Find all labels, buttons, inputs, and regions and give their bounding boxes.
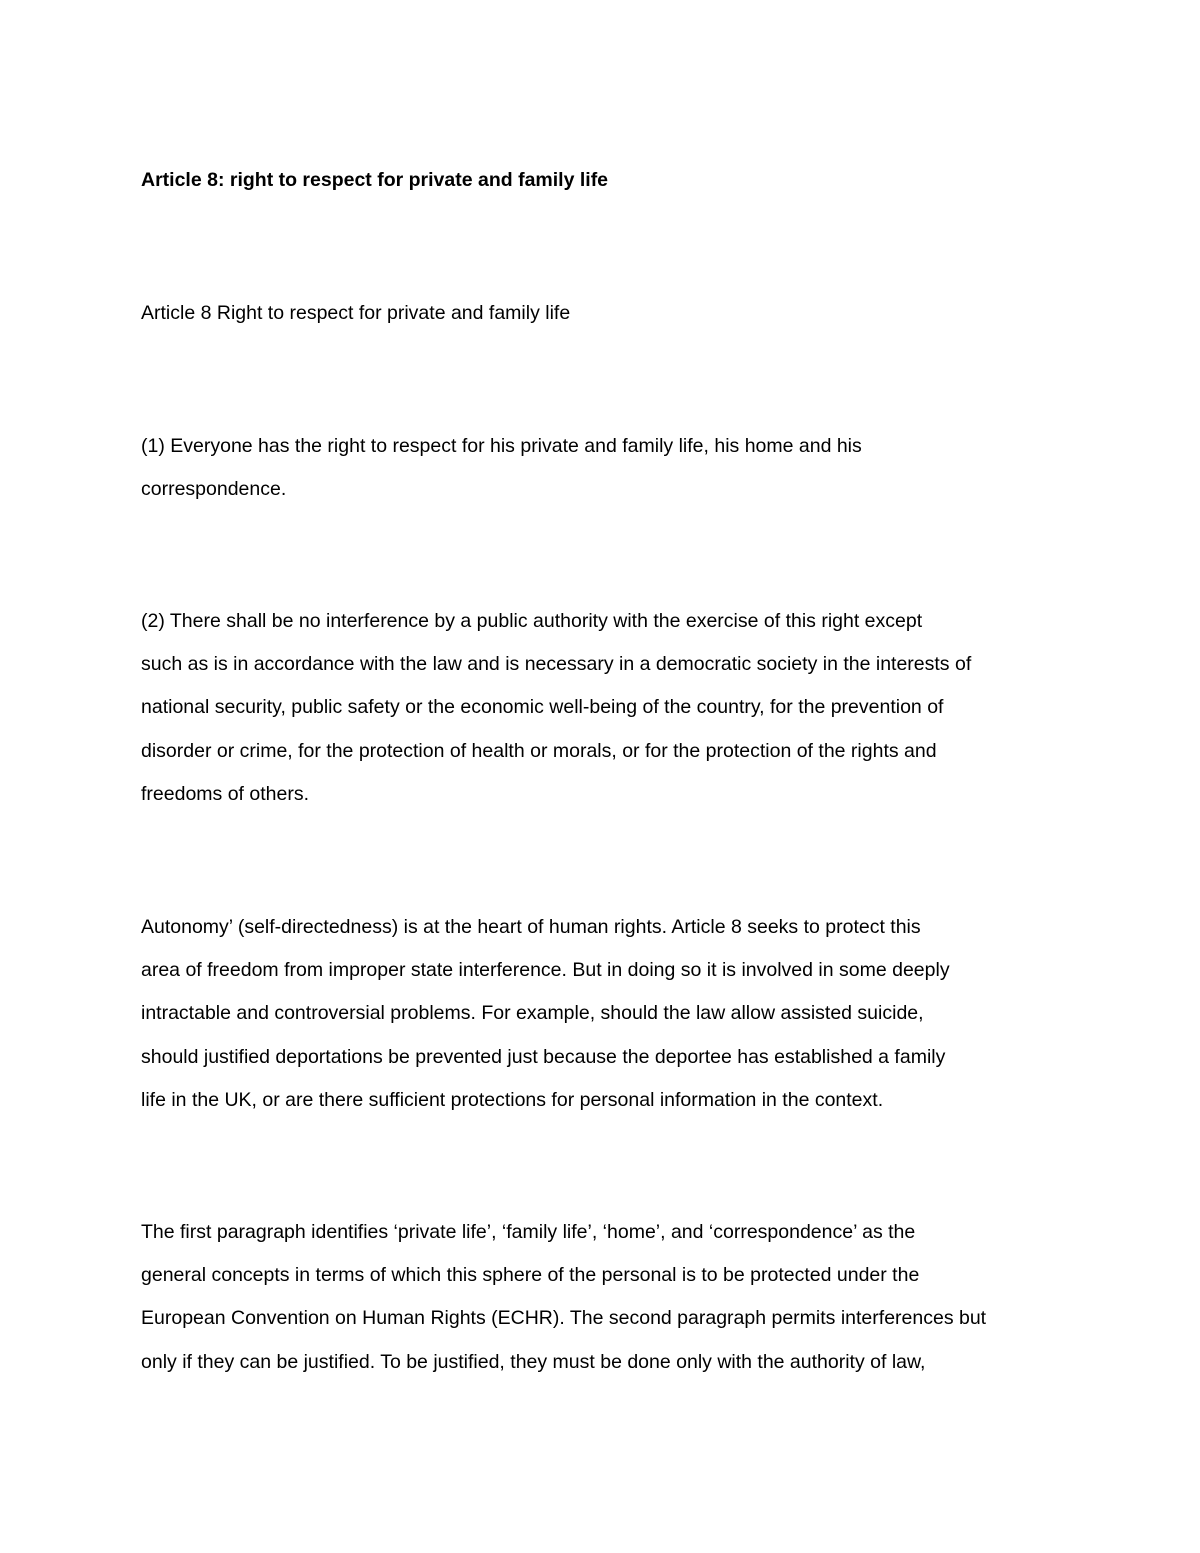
paragraph-3	[141, 906, 1066, 1122]
paragraph-line: should justified deportations be prevented just because the deportee has established a family	[141, 1045, 946, 1068]
paragraph-4	[141, 1211, 1066, 1384]
paragraph-line: Autonomy’ (self-directedness) is at the heart of human rights. Article 8 seeks to protect this	[141, 916, 921, 938]
paragraph-line: only if they can be justified. To be justified, they must be done only with the authority of law,	[141, 1350, 926, 1373]
paragraph-line: (2) There shall be no interference by a public authority with the exercise of this right except	[141, 610, 923, 632]
paragraph-line: area of freedom from improper state interference. But in doing so it is involved in some deeply	[141, 959, 950, 982]
document-title	[141, 159, 1066, 202]
paragraph-line: such as is in accordance with the law and is necessary in a democratic society in the interests of	[141, 653, 972, 676]
subtitle-line: Article 8 Right to respect for private and family life	[141, 302, 571, 324]
paragraph-line: intractable and controversial problems. For example, should the law allow assisted suicide,	[141, 1002, 924, 1025]
paragraph-line: disorder or crime, for the protection of health or morals, or for the protection of the rights and	[141, 739, 937, 762]
paragraph-line: national security, public safety or the economic well-being of the country, for the prevention of	[141, 696, 944, 719]
title-line: Article 8: right to respect for private and family life	[141, 169, 609, 191]
paragraph-line: (1) Everyone has the right to respect for his private and family life, his home and his	[141, 435, 862, 457]
document-subtitle	[141, 292, 1066, 335]
paragraph-line: correspondence.	[141, 478, 287, 501]
paragraph-line: The first paragraph identifies ‘private life’, ‘family life’, ‘home’, and ‘correspondence’ as the	[141, 1221, 916, 1243]
paragraph-1	[141, 425, 1066, 511]
paragraph-2	[141, 600, 1066, 816]
paragraph-line: general concepts in terms of which this sphere of the personal is to be protected under the	[141, 1264, 920, 1287]
paragraph-line: freedoms of others.	[141, 782, 309, 805]
paragraph-line: European Convention on Human Rights (ECHR). The second paragraph permits interferences but	[141, 1307, 987, 1330]
paragraph-line: life in the UK, or are there sufficient protections for personal information in the context.	[141, 1088, 884, 1111]
